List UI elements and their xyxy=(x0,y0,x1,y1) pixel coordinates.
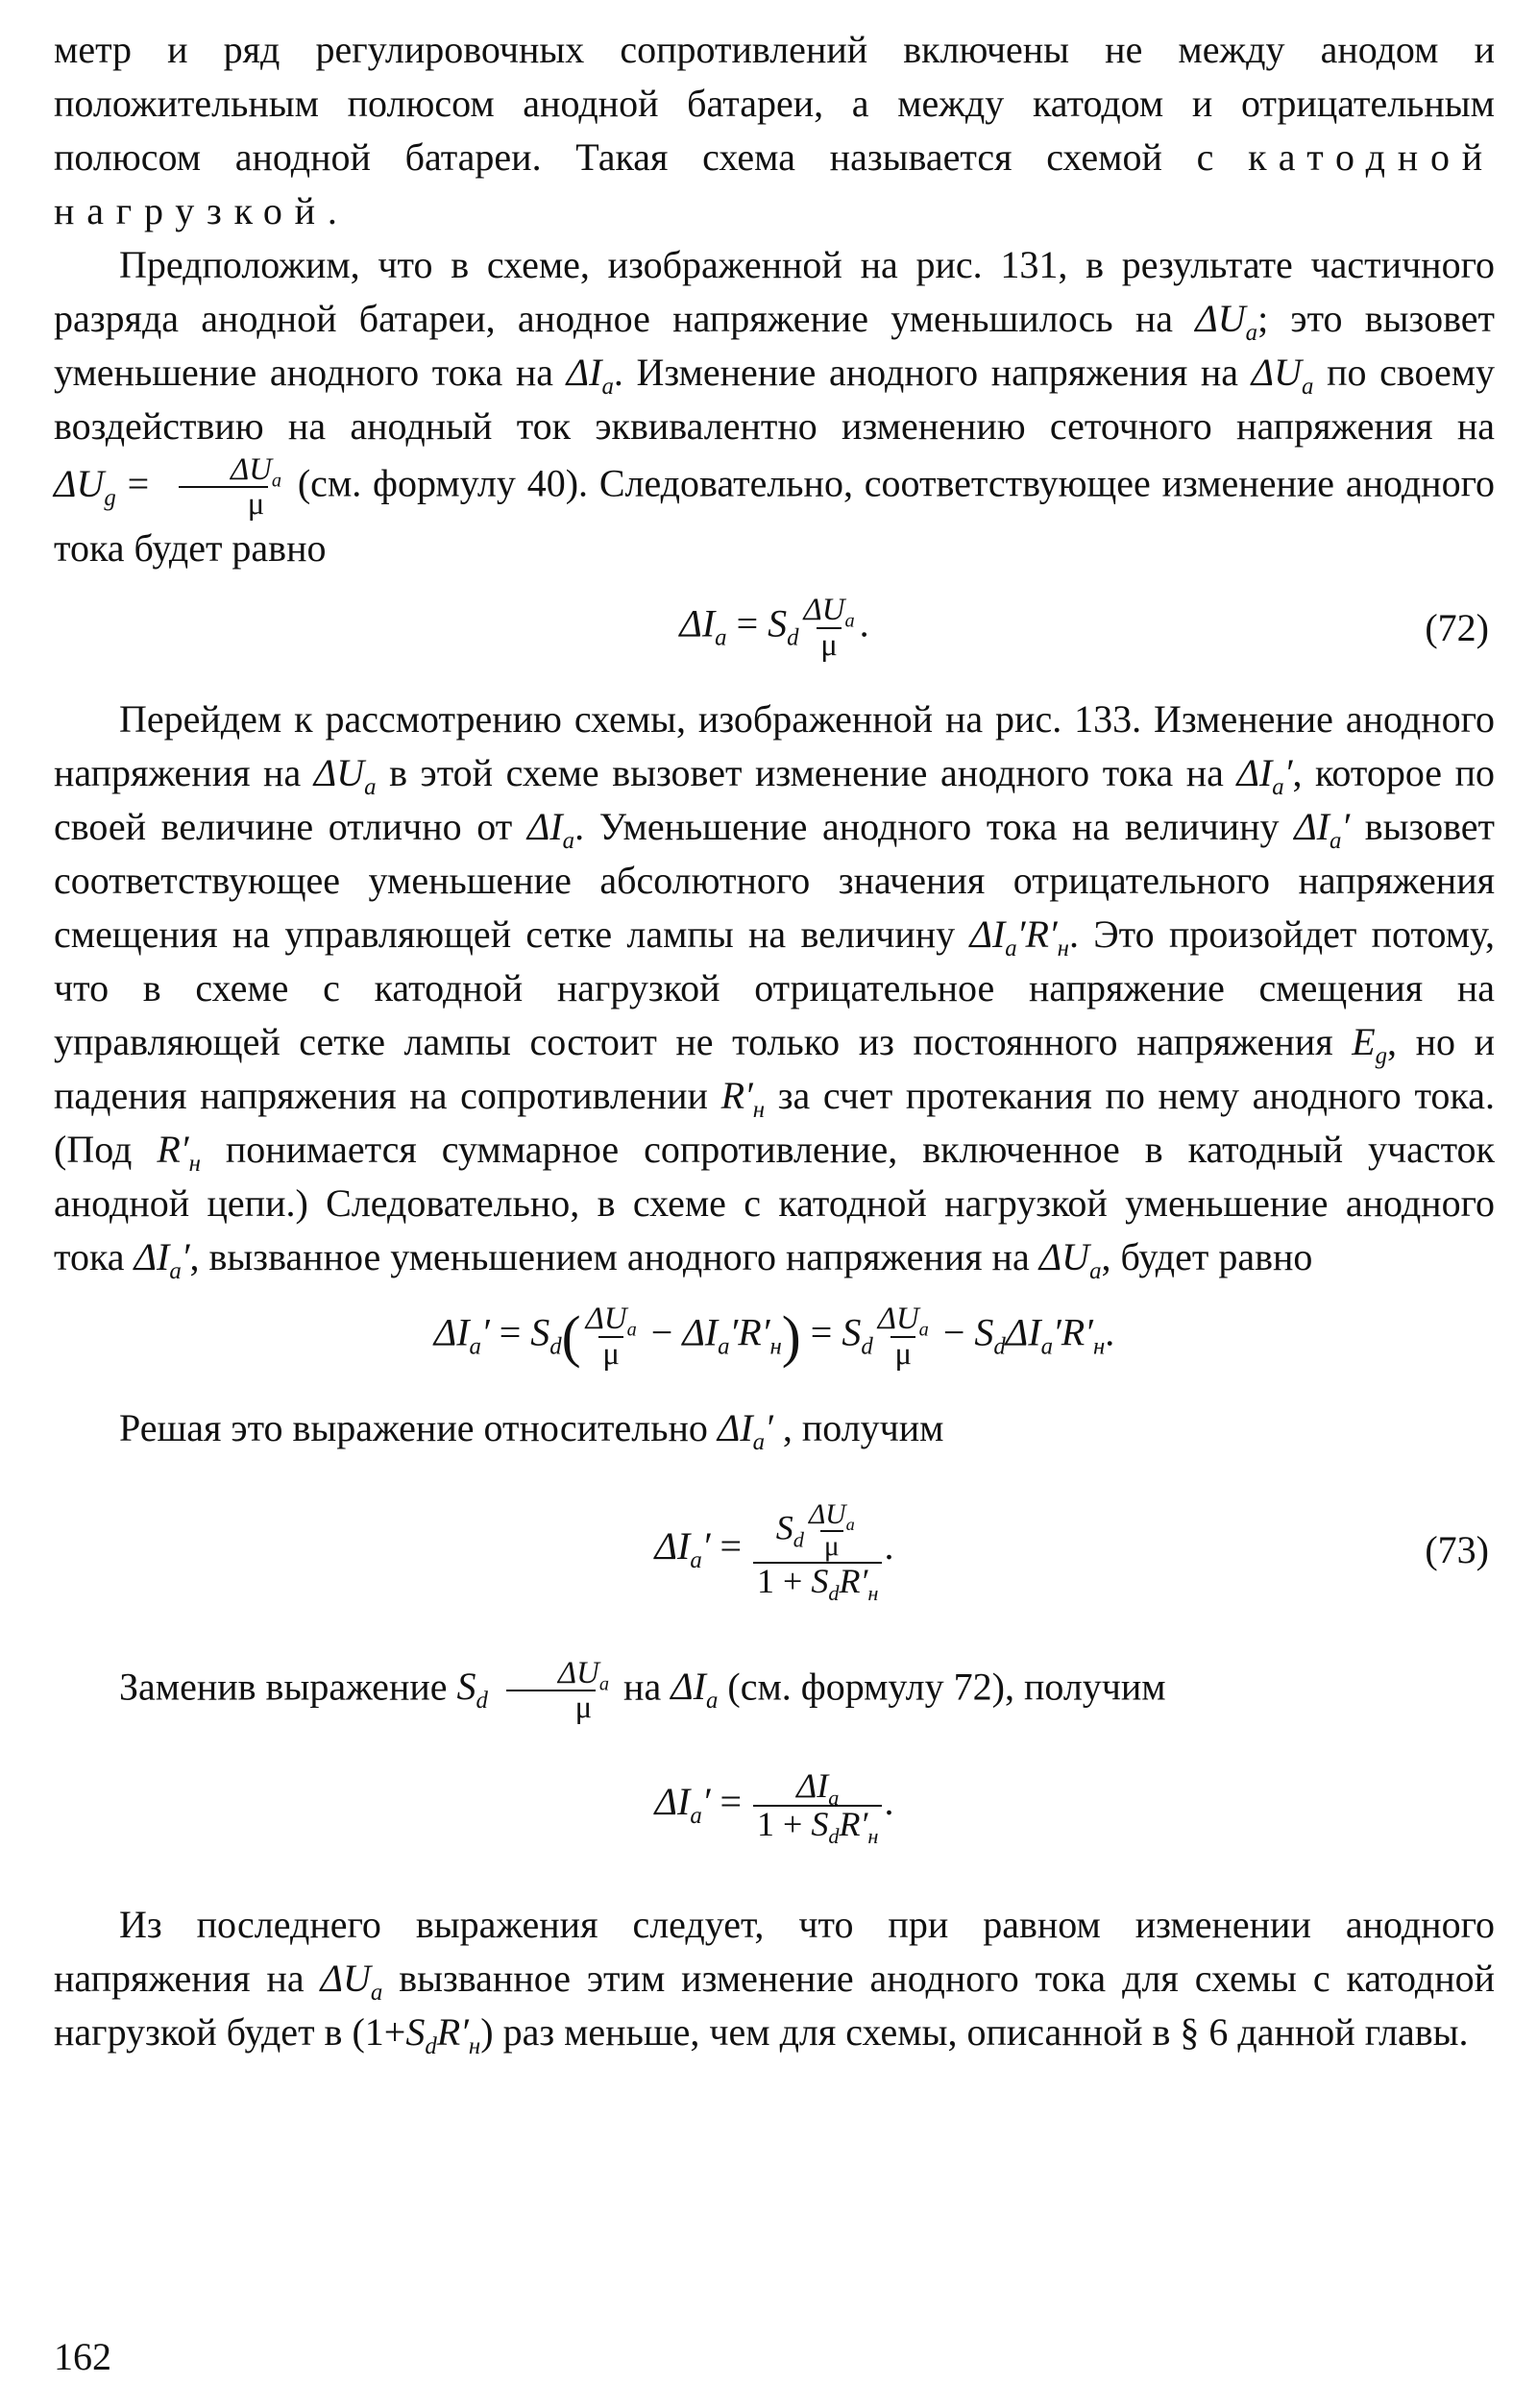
text: . xyxy=(327,189,337,232)
text: Перейдем к рассмотрению схемы, изображенной на рис. 133. Изменение анодного напряжения на xyxy=(54,696,1495,794)
equation-unnumbered-1: $\Delta I_a' = S_d$( $\frac{\Delta U_a}{\mu}$ − $\Delta I_a'R'_н) = S_d$ $\frac{\Delta U_a}{\mu}$ − $S_d\Delta I_a'R'_н$. xyxy=(433,1301,1115,1372)
text: понимается суммарное сопротивление, включенное в катодный участок анодной цепи.) Следовательно, в схеме с катодной нагрузкой уменьшение анодного тока xyxy=(54,1127,1495,1278)
page-number: 162 xyxy=(54,2335,111,2378)
text: вызванное этим изменение анодного тока для схемы с катодной нагрузкой будет в xyxy=(54,1956,1496,2054)
equation-number: (73) xyxy=(1425,1527,1489,1571)
text: Заменив выражение xyxy=(119,1665,457,1709)
text: ; это вызовет уменьшение анодного тока на xyxy=(54,297,1495,394)
text: Из последнего выражения следует, что при равном изменении анодного напряжения на xyxy=(54,1902,1495,2000)
text: . Это произойдет потому, что в схеме с катодной нагрузкой отрицательное напряжение смещения на управляющей сетке лампы состоит не только из постоянного напряжения xyxy=(54,912,1495,1063)
text: на xyxy=(614,1665,671,1709)
text: , которое по своей величине отлично от xyxy=(54,750,1496,848)
text: , вызванное уменьшением анодного напряжения на xyxy=(189,1234,1039,1278)
equation-72: $\Delta I_a = S_d$ $\frac{\Delta U_a}{\mu}$ . (72) xyxy=(679,593,1489,663)
document-page xyxy=(54,23,1495,2059)
paragraph-3: Перейдем к рассмотрению схемы, изображенной на рис. 133. Изменение анодного напряжения на $\Delta U_a$ в этой схеме вызовет изменение анодного тока на $\Delta I_a'$, которое по своей величине отлично от $\Delta I_a$. Уменьшение анодного тока на величину $\Delta I_a'$ вызовет соответствующее уменьшение абсолютного значения отрицательного напряжения смещения на управляющей сетке лампы на величину $\Delta I_a'R'_н$. Это произойдет потому, что в схеме с катодной нагрузкой отрицательное напряжение смещения на управляющей сетке лампы состоит не только из постоянного напряжения $E_g$, но и падения напряжения на сопротивлении $R'_н$ за счет протекания по нему анодного тока. (Под $R'_н$ понимается суммарное сопротивление, включенное в катодный участок анодной цепи.) Следовательно, в схеме с катодной нагрузкой уменьшение анодного тока $\Delta I_a'$, вызванное уменьшением анодного напряжения на $\Delta U_a$, будет равно xyxy=(54,696,1496,1284)
spaced-term: катодной нагрузкой xyxy=(54,135,1495,232)
text: , будет равно xyxy=(1101,1234,1313,1278)
equation-73: $\Delta I_a'$ = $S_d$ $\frac{\Delta U_a}{\mu}$ $1 + S_dR'_н$ . (73) xyxy=(654,1498,1489,1606)
paragraph-6: Из последнего выражения следует, что при равном изменении анодного напряжения на $\Delta U_a$ вызванное этим изменение анодного тока для схемы с катодной нагрузкой будет в $(1+S_dR'_н)$ раз меньше, чем для схемы, описанной в § 6 данной главы. xyxy=(54,1902,1496,2059)
equation-unnumbered-2: $\Delta I_a'$ = $\frac{\Delta I_a}{1 + S_dR'_н}$ . xyxy=(654,1765,894,1848)
math-delta-ug: $\Delta U_g$ = $\frac{\Delta U_a}{\mu}$ xyxy=(54,452,282,523)
text: , но и падения напряжения на сопротивлении xyxy=(54,1019,1496,1117)
text: в этой схеме вызовет изменение анодного тока на xyxy=(376,750,1237,794)
text: (см. формулу 40). Следовательно, соответствующее изменение анодного тока будет равно xyxy=(54,461,1496,570)
text: Решая это выражение относительно xyxy=(119,1405,718,1449)
equation-number: (72) xyxy=(1425,605,1489,649)
paragraph-5: Заменив выражение $S_d$ $\frac{\Delta U_a}{\mu}$ на $\Delta I_a$ (см. формулу 72), получим xyxy=(119,1655,1166,1726)
math-delta-ua: $\Delta U_a$ xyxy=(1195,297,1258,346)
math-delta-ia: $\Delta I_a$ xyxy=(566,351,614,400)
text: (см. формулу 72), получим xyxy=(718,1665,1166,1709)
text: метр и ряд регулировочных сопротивлений включены не между анодом и положительным полюсом анодной батареи, а между катодом и отрицательным полюсом анодной батареи. Такая схема называется схемой с xyxy=(54,28,1495,179)
text: , получим xyxy=(772,1405,944,1449)
paragraph-1 xyxy=(54,23,1495,238)
text: . Уменьшение анодного тока на величину xyxy=(574,804,1295,848)
text: Предположим, что в схеме, изображенной на рис. 131, в результате частичного разряда анодной батареи, анодное напряжение уменьшилось на xyxy=(54,243,1495,340)
text: по своему воздействию на анодный ток эквивалентно изменению сеточного напряжения на xyxy=(54,351,1496,448)
text: раз меньше, чем для схемы, описанной в § 6 данной главы. xyxy=(493,2009,1469,2054)
text: за счет протекания по нему анодного тока. (Под xyxy=(54,1073,1495,1171)
paragraph-4: Решая это выражение относительно $\Delta I_a'$ , получим xyxy=(119,1405,944,1455)
text: . Изменение анодного напряжения на xyxy=(613,351,1252,394)
paragraph-2 xyxy=(54,238,1495,575)
math-delta-ua: $\Delta U_a$ xyxy=(1251,351,1314,400)
text: вызовет соответствующее уменьшение абсолютного значения отрицательного напряжения смещения на управляющей сетке лампы на величину xyxy=(54,804,1496,956)
